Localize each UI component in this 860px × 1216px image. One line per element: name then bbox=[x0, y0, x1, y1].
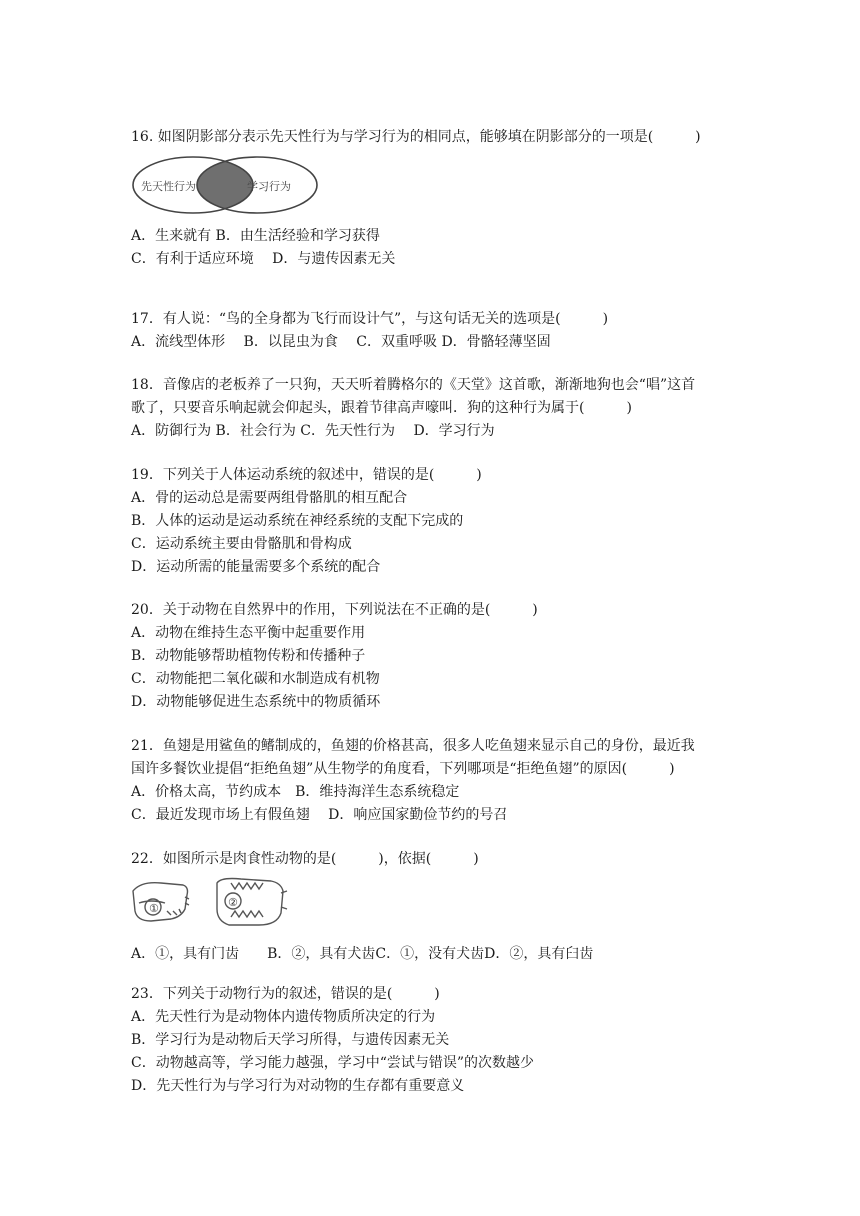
skull-figures bbox=[131, 873, 751, 937]
option-line: A．流线型体形 B．以昆虫为食 C．双重呼吸 D．骨骼轻薄坚固 bbox=[131, 334, 551, 350]
venn-diagram-svg bbox=[131, 153, 321, 215]
option-line: B．人体的运动是运动系统在神经系统的支配下完成的 bbox=[131, 513, 464, 529]
question-stem: 歌了，只要音乐响起就会仰起头，跟着节律高声嚎叫．狗的这种行为属于( ) bbox=[131, 400, 632, 416]
question-stem: 16. 如图阴影部分表示先天性行为与学习行为的相同点，能够填在阴影部分的一项是( ) bbox=[131, 129, 701, 145]
question-stem: 20．关于动物在自然界中的作用，下列说法在不正确的是( ) bbox=[131, 602, 538, 618]
skull-2-label: ② bbox=[228, 896, 238, 909]
question-stem: 22．如图所示是肉食性动物的是( )，依据( ) bbox=[131, 851, 479, 867]
option-line: D．运动所需的能量需要多个系统的配合 bbox=[131, 559, 381, 575]
question-stem: 23．下列关于动物行为的叙述，错误的是( ) bbox=[131, 986, 440, 1002]
option-line: D．动物能够促进生态系统中的物质循环 bbox=[131, 694, 381, 710]
option-line: A．生来就有 B．由生活经验和学习获得 bbox=[131, 228, 380, 244]
option-line: A．动物在维持生态平衡中起重要作用 bbox=[131, 625, 366, 641]
option-line: A．先天性行为是动物体内遗传物质所决定的行为 bbox=[131, 1009, 436, 1025]
question-stem: 21．鱼翅是用鲨鱼的鳍制成的，鱼翅的价格甚高，很多人吃鱼翅来显示自己的身份，最近我 bbox=[131, 738, 695, 754]
venn-right-label: 学习行为 bbox=[247, 180, 291, 193]
question-23 bbox=[131, 983, 751, 1098]
option-line: C．动物越高等，学习能力越强，学习中“尝试与错误”的次数越少 bbox=[131, 1055, 535, 1071]
skull-1 bbox=[133, 883, 189, 921]
question-17 bbox=[131, 308, 751, 354]
venn-left-label: 先天性行为 bbox=[141, 180, 196, 193]
question-stem: 19．下列关于人体运动系统的叙述中，错误的是( ) bbox=[131, 467, 482, 483]
option-line: D．先天性行为与学习行为对动物的生存都有重要意义 bbox=[131, 1078, 465, 1094]
option-line: A．骨的运动总是需要两组骨骼肌的相互配合 bbox=[131, 490, 408, 506]
option-line: C．有利于适应环境 D．与遗传因素无关 bbox=[131, 251, 396, 267]
skull-figures-svg bbox=[131, 873, 311, 933]
question-19 bbox=[131, 464, 751, 579]
question-22 bbox=[131, 848, 751, 966]
skull-1-label: ① bbox=[149, 902, 159, 915]
question-16 bbox=[131, 126, 751, 271]
option-line: C．动物能把二氧化碳和水制造成有机物 bbox=[131, 671, 380, 687]
option-line: A．①，具有门齿 B．②，具有犬齿C．①，没有犬齿D．②，具有臼齿 bbox=[131, 946, 594, 962]
option-line: C．运动系统主要由骨骼肌和骨构成 bbox=[131, 536, 352, 552]
option-line: B．学习行为是动物后天学习所得，与遗传因素无关 bbox=[131, 1032, 450, 1048]
question-21 bbox=[131, 735, 751, 827]
question-stem: 18．音像店的老板养了一只狗，天天听着腾格尔的《天堂》这首歌，渐渐地狗也会“唱”这首 bbox=[131, 377, 696, 393]
question-stem: 国许多餐饮业提倡“拒绝鱼翅”从生物学的角度看，下列哪项是“拒绝鱼翅”的原因( ) bbox=[131, 761, 675, 777]
question-stem: 17．有人说：“鸟的全身都为飞行而设计气”，与这句话无关的选项是( ) bbox=[131, 311, 609, 327]
question-20 bbox=[131, 599, 751, 714]
venn-diagram bbox=[131, 153, 751, 219]
option-line: C．最近发现市场上有假鱼翅 D．响应国家勤俭节约的号召 bbox=[131, 807, 508, 823]
option-line: A．价格太高，节约成本 B．维持海洋生态系统稳定 bbox=[131, 784, 460, 800]
option-line: B．动物能够帮助植物传粉和传播种子 bbox=[131, 648, 366, 664]
question-18 bbox=[131, 374, 751, 443]
option-line: A．防御行为 B．社会行为 C．先天性行为 D．学习行为 bbox=[131, 423, 495, 439]
